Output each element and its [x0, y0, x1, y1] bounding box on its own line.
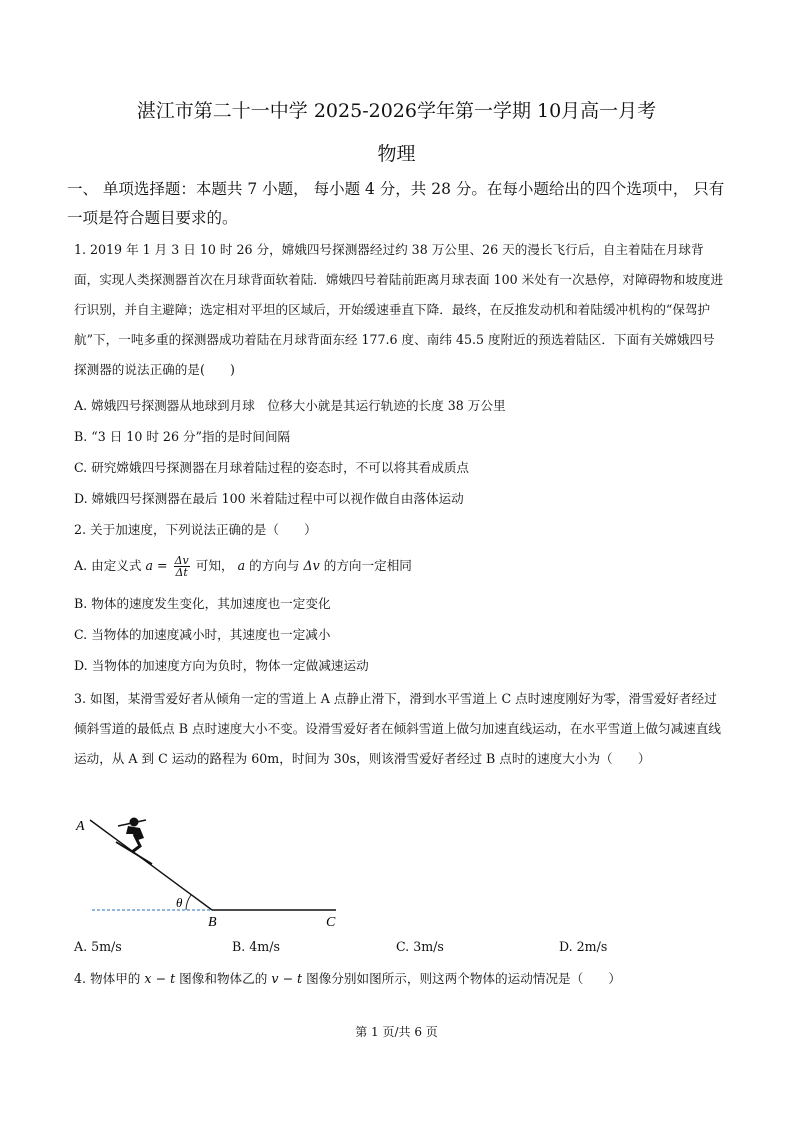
formula-lhs: a = [145, 558, 168, 573]
fraction-numerator: Δv [174, 554, 189, 567]
formula-fraction [174, 555, 190, 578]
skier-icon [116, 818, 152, 865]
question-4-prefix: 4. 物体甲的 [74, 971, 141, 986]
question-1-option-c: C. 研究嫦娥四号探测器在月球着陆过程的姿态时，不可以将其看成质点 [74, 460, 470, 475]
question-2-stem: 2. 关于加速度，下列说法正确的是（ ） [74, 522, 317, 537]
question-3-option-c: C. 3m/s [396, 939, 444, 954]
question-2-option-a [74, 553, 726, 579]
option-a-mid2: 的方向与 [249, 558, 300, 573]
label-point-a: A [76, 819, 85, 834]
label-theta: θ [176, 895, 183, 910]
symbol-x-t: x − t [144, 971, 176, 986]
page-footer: 第 1 页/共 6 页 [355, 1025, 438, 1039]
question-3-options [74, 939, 726, 959]
question-4-stem [74, 969, 726, 989]
question-4-mid: 图像和物体乙的 [179, 971, 268, 986]
question-1-option-a: A. 嫦娥四号探测器从地球到月球 位移大小就是其运行轨迹的长度 38 万公里 [74, 398, 506, 413]
label-point-c: C [326, 915, 336, 930]
question-3-stem: 3. 如图，某滑雪爱好者从倾角一定的雪道上 A 点静止滑下，滑到水平雪道上 C 点时速度刚好为零，滑雪爱好者经过倾斜雪道的最低点 B 点时速度大小不变。设滑雪爱好者在倾斜雪道上做匀加速直线运动，在水平雪道上做匀减速直线运动，从 A 到 C 运动的路程为 60m，时间为 30s，则该滑雪爱好者经过 B 点时的速度大小为（ ） [74, 691, 721, 766]
symbol-delta-v: Δv [303, 558, 320, 573]
symbol-a: a [237, 558, 246, 573]
question-4-suffix: 图像分别如图所示，则这两个物体的运动情况是（ ） [306, 971, 621, 986]
question-3-option-d: D. 2m/s [559, 939, 608, 954]
inclined-slope-line [90, 820, 212, 910]
section-heading: 一、 单项选择题：本题共 7 小题， 每小题 4 分，共 28 分。在每小题给出的四个选项中， 只有一项是符合题目要求的。 [67, 180, 725, 227]
question-1-option-d: D. 嫦娥四号探测器在最后 100 米着陆过程中可以视作做自由落体运动 [74, 491, 464, 506]
question-3-option-b: B. 4m/s [232, 939, 280, 954]
page-title: 湛江市第二十一中学 2025-2026学年第一学期 10月高一月考 [136, 100, 657, 122]
question-1-option-b: B. “3 日 10 时 26 分”指的是时间间隔 [74, 429, 291, 444]
angle-arc [186, 895, 191, 910]
page-subtitle: 物理 [377, 143, 416, 165]
label-point-b: B [208, 915, 217, 930]
question-2-option-c: C. 当物体的加速度减小时，其速度也一定减小 [74, 627, 331, 642]
question-1-stem: 1. 2019 年 1 月 3 日 10 时 26 分，嫦娥四号探测器经过约 38 万公里、26 天的漫长飞行后，自主着陆在月球背面，实现人类探测器首次在月球背面软着陆．嫦娥四号着陆前距离月球表面 100 米处有一次悬停，对障碍物和坡度进行识别，并自主避障；选定相对平坦的区域后，开始缓速垂直下降．最终，在反推发动机和着陆缓冲机构的“保驾护航”下，一吨多重的探测器成功着陆在月球背面东经 177.6 度、南纬 45.5 度附近的预选着陆区．下面有关嫦娥四号探测器的说法正确的是( ) [74, 242, 724, 377]
question-2-option-b: B. 物体的速度发生变化，其加速度也一定变化 [74, 596, 331, 611]
option-a-prefix: A. 由定义式 [74, 558, 142, 573]
question-3-option-a: A. 5m/s [74, 939, 122, 954]
question-2-option-d: D. 当物体的加速度方向为负时，物体一定做减速运动 [74, 658, 369, 673]
symbol-v-t: v − t [271, 971, 303, 986]
ski-slope-diagram [74, 812, 354, 932]
fraction-denominator: Δt [175, 566, 188, 579]
option-a-mid: 可知， [195, 558, 234, 573]
option-a-suffix: 的方向一定相同 [323, 558, 412, 573]
